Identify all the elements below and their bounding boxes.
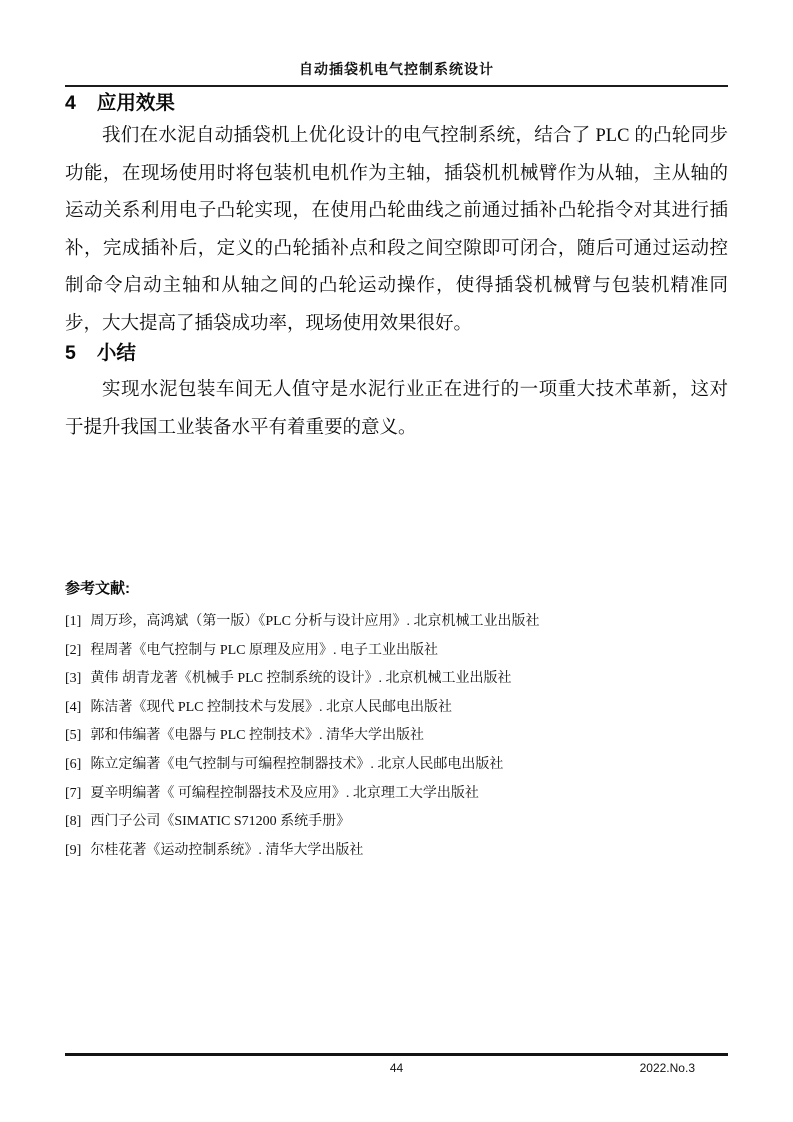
reference-item: [65, 608, 728, 637]
running-head-title: 自动插袋机电气控制系统设计: [299, 61, 494, 77]
reference-text: 程周著《电气控制与 PLC 原理及应用》. 电子工业出版社: [90, 642, 439, 658]
footer-page-number: 44: [389, 1061, 404, 1075]
reference-label: [7]: [65, 785, 82, 801]
section-4-heading: [65, 88, 728, 118]
reference-item: [65, 722, 728, 751]
section-5-title: 小结: [96, 342, 136, 364]
reference-label: [3]: [65, 671, 82, 687]
reference-item: [65, 694, 728, 723]
reference-item: [65, 665, 728, 694]
header-rule: [65, 85, 728, 87]
reference-label: [6]: [65, 756, 82, 772]
reference-label: [4]: [65, 699, 82, 715]
reference-label: [1]: [65, 614, 82, 629]
footer-rule: [65, 1053, 728, 1056]
reference-label: [9]: [65, 842, 82, 858]
reference-text: 陈洁著《现代 PLC 控制技术与发展》. 北京人民邮电出版社: [90, 699, 453, 715]
reference-text: 黄伟 胡青龙著《机械手 PLC 控制系统的设计》. 北京机械工业出版社: [90, 671, 512, 687]
reference-item: [65, 751, 728, 780]
reference-text: 周万珍，高鸿斌（第一版）《PLC 分析与设计应用》. 北京机械工业出版社: [90, 614, 540, 629]
reference-text: 夏辛明编著《 可编程控制器技术及应用》. 北京理工大学出版社: [90, 785, 479, 801]
reference-label: [5]: [65, 728, 82, 744]
footer-issue-label: 2022.No.3: [639, 1061, 695, 1075]
section-4-title: 应用效果: [96, 92, 175, 114]
section-4-number: 4: [65, 92, 76, 114]
reference-item: [65, 808, 728, 837]
reference-text: 尔桂花著《运动控制系统》. 清华大学出版社: [90, 842, 364, 858]
section-4-paragraph: 我们在水泥自动插袋机上优化设计的电气控制系统，结合了 PLC 的凸轮同步功能，在现场使用时将包装机电机作为主轴，插袋机机械臂作为从轴，主从轴的运动关系利用电子凸轮实现，在使用凸轮曲线之前通过插补凸轮指令对其进行插补，完成插补后，定义的凸轮插补点和段之间空隙即可闭合，随后可通过运动控制命令启动主轴和从轴之间的凸轮运动操作，使得插袋机械臂与包装机精准同步，大大提高了插袋成功率，现场使用效果很好。: [65, 126, 728, 334]
reference-item: [65, 837, 728, 866]
reference-text: 陈立定编著《电气控制与可编程控制器技术》. 北京人民邮电出版社: [90, 756, 504, 772]
reference-item: [65, 780, 728, 809]
references-heading: 参考文献:: [65, 580, 130, 597]
section-5-number: 5: [65, 342, 76, 364]
references-list: [65, 608, 728, 865]
section-5-heading: [65, 338, 728, 368]
reference-text: 西门子公司《SIMATIC S71200 系统手册》: [90, 814, 351, 830]
reference-label: [8]: [65, 814, 82, 830]
section-5-paragraph: 实现水泥包装车间无人值守是水泥行业正在进行的一项重大技术革新，这对于提升我国工业装备水平有着重要的意义。: [65, 380, 728, 438]
reference-item: [65, 637, 728, 666]
reference-text: 郭和伟编著《电器与 PLC 控制技术》. 清华大学出版社: [90, 728, 425, 744]
reference-label: [2]: [65, 642, 82, 658]
